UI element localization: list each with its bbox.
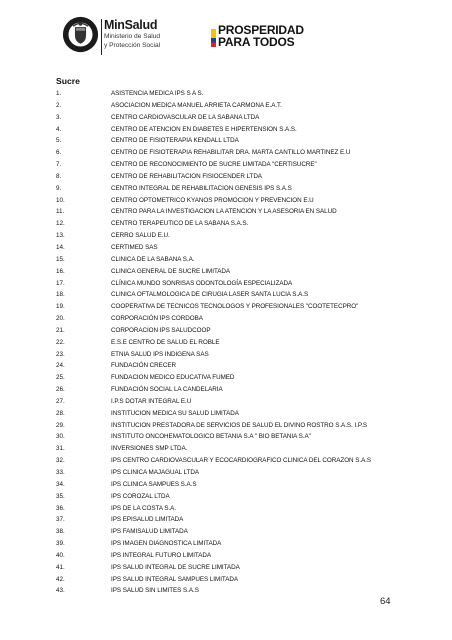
list-item-name: CLÍNICA MUNDO SONRISAS ODONTOLOGÍA ESPECIALIZADA (111, 279, 293, 287)
list-item-number: 35. (56, 492, 65, 500)
list-item (56, 313, 446, 325)
provider-list (56, 88, 446, 597)
list-item-number: 25. (56, 374, 65, 382)
list-item-number: 38. (56, 528, 65, 536)
list-item-number: 31. (56, 445, 65, 453)
list-item-number: 19. (56, 303, 65, 311)
list-item-name: IPS INTEGRAL FUTURO LIMITADA (111, 551, 212, 559)
ministry-name-line-1: Ministerio de Salud (104, 33, 161, 40)
list-item-name: ETNIA SALUD IPS INDIGENA SAS (111, 350, 209, 358)
list-item-number: 32. (56, 457, 65, 465)
list-item (56, 503, 446, 515)
list-item (56, 135, 446, 147)
list-item-name: IPS CENTRO CARDIOVASCULAR Y ECOCARDIOGRAFICO CLINICA DEL CORAZON S.A.S (111, 457, 372, 465)
list-item-number: 34. (56, 480, 65, 488)
prosperidad-logo (218, 25, 304, 48)
list-item (56, 242, 446, 254)
list-item-number: 30. (56, 433, 65, 441)
list-item-name: IPS SALUD SIN LIMITES S.A.S (111, 587, 199, 595)
ministry-logo (104, 19, 194, 49)
list-item-number: 14. (56, 243, 65, 251)
list-item-number: 28. (56, 409, 65, 417)
list-item (56, 562, 446, 574)
list-item-number: 13. (56, 232, 65, 240)
list-item-name: CLINICA OFTALMOLOGICA DE CIRUGIA LASER SANTA LUCIA S.A.S (111, 291, 309, 299)
list-item-number: 23. (56, 350, 65, 358)
list-item-name: IPS CLINICA MAJAGUAL LTDA (111, 469, 199, 476)
list-item-name: CENTRO DE RECONOCIMIENTO DE SUCRE LIMITADA "CERTISUCRE" (111, 161, 317, 169)
list-item (56, 396, 446, 408)
list-item-name: IPS EPISALUD LIMITADA (111, 516, 184, 524)
list-item-number: 1. (56, 90, 62, 97)
list-item (56, 443, 446, 455)
list-item (56, 431, 446, 443)
list-item-number: 26. (56, 386, 65, 394)
list-item-name: ASISTENCIA MEDICA IPS S A S. (111, 90, 204, 97)
list-item (56, 230, 446, 242)
list-item-name: CENTRO DE FISIOTERAPIA KENDALL LTDA (111, 137, 239, 145)
list-item-name: IPS COROZAL LTDA (111, 492, 170, 500)
list-item (56, 372, 446, 384)
list-item (56, 455, 446, 467)
list-item-number: 37. (56, 516, 65, 524)
list-item-name: IPS IMAGEN DIAGNOSTICA LIMITADA (111, 540, 222, 548)
list-item-name: E.S.E CENTRO DE SALUD EL ROBLE (111, 338, 220, 346)
list-item-name: FUNDACION MEDICO EDUCATIVA FUMED (111, 374, 235, 382)
list-item (56, 420, 446, 432)
list-item-name: INVERSIONES SMP LTDA. (111, 445, 188, 453)
list-item-name: IPS DE LA COSTA S.A. (111, 504, 177, 512)
list-item-name: CENTRO PARA LA INVESTIGACION LA ATENCION Y LA ASESORIA EN SALUD (111, 208, 337, 216)
list-item (56, 349, 446, 361)
list-item-name: COOPERATIVA DE TECNICOS TECNOLOGOS Y PROFESIONALES "COOTETECPRO" (111, 303, 359, 311)
list-item-number: 24. (56, 362, 65, 370)
list-item (56, 171, 446, 183)
list-item-name: FUNDACIÓN SOCIAL LA CANDELARIA (111, 386, 223, 394)
list-item-number: 15. (56, 255, 65, 263)
list-item (56, 195, 446, 207)
list-item-number: 21. (56, 326, 65, 334)
list-item-name: CORPORACIÓN IPS CORDOBA (111, 315, 203, 323)
list-item-number: 36. (56, 504, 65, 512)
list-item-name: CENTRO CARDIOVASCULAR DE LA SABANA LTDA (111, 113, 260, 121)
list-item-number: 10. (56, 196, 65, 204)
list-item (56, 574, 446, 586)
list-item (56, 337, 446, 349)
list-item (56, 360, 446, 372)
list-item-name: CENTRO DE REHABILITACION FISIOCENDER LTDA (111, 172, 262, 180)
region-heading: Sucre (56, 76, 80, 86)
list-item-name: ASOCIACION MEDICA MANUEL ARRIETA CARMONA E.A.T. (111, 101, 282, 109)
list-item-number: 29. (56, 421, 65, 429)
list-item-name: INSTITUCION PRESTADORA DE SERVICIOS DE SALUD EL DIVINO ROSTRO S.A.S. I.P.S (111, 421, 368, 429)
list-item-name: CENTRO INTEGRAL DE REHABILITACION GENESIS IPS S.A.S (111, 184, 292, 192)
list-item (56, 325, 446, 337)
list-item-number: 11. (56, 208, 65, 216)
list-item-number: 5. (56, 137, 62, 145)
list-item (56, 183, 446, 195)
list-item (56, 289, 446, 301)
list-item (56, 254, 446, 266)
page-number: 64 (380, 596, 391, 607)
list-item-number: 17. (56, 279, 65, 287)
list-item-number: 2. (56, 101, 62, 109)
list-item (56, 159, 446, 171)
list-item (56, 124, 446, 136)
list-item (56, 384, 446, 396)
list-item-number: 6. (56, 149, 62, 157)
list-item-name: IPS FAMISALUD LIMITADA (111, 528, 188, 536)
list-item-number: 12. (56, 220, 65, 228)
list-item-name: FUNDACIÓN CRECER (111, 362, 176, 370)
list-item (56, 479, 446, 491)
list-item (56, 538, 446, 550)
list-item-number: 8. (56, 172, 62, 180)
list-item (56, 526, 446, 538)
list-item-number: 27. (56, 397, 65, 405)
page-header (0, 0, 452, 70)
list-item-name: I.P.S DOTAR INTEGRAL E.U (111, 397, 192, 405)
colombia-flag-icon (211, 29, 216, 47)
list-item (56, 301, 446, 313)
list-item-name: CERTIMED SAS (111, 243, 158, 251)
list-item (56, 467, 446, 479)
ministry-name-line-2: y Protección Social (104, 41, 161, 49)
list-item (56, 278, 446, 290)
list-item-name: CORPORACION IPS SALUDCOOP (111, 326, 211, 334)
list-item (56, 266, 446, 278)
list-item-name: IPS CLINICA SAMPUES S.A.S (111, 480, 197, 488)
list-item-name: CENTRO TERAPEUTICO DE LA SABANA S.A.S. (111, 220, 249, 228)
list-item-name: IPS SALUD INTEGRAL DE SUCRE LIMITADA (111, 563, 240, 571)
list-item (56, 112, 446, 124)
list-item-name: IPS SALUD INTEGRAL SAMPUES LIMITADA (111, 575, 239, 583)
list-item-number: 33. (56, 469, 65, 476)
list-item-number: 42. (56, 575, 65, 583)
list-item-name: CENTRO DE ATENCION EN DIABETES E HIPERTENSION S.A.S. (111, 125, 297, 133)
list-item-name: CLINICA GENERAL DE SUCRE LIMITADA (111, 267, 231, 275)
list-item (56, 491, 446, 503)
list-item-number: 41. (56, 563, 65, 571)
ministry-brand: MinSalud (104, 18, 158, 32)
list-item-number: 9. (56, 184, 62, 192)
list-item-name: CENTRO OPTOMETRICO KYANOS PROMOCION Y PREVENCION E.U (111, 196, 314, 204)
list-item-number: 16. (56, 267, 65, 275)
list-item-name: CLINICA DE LA SABANA S.A. (111, 255, 195, 263)
list-item (56, 218, 446, 230)
logo-divider (101, 19, 102, 55)
list-item-name: CENTRO DE FISIOTERAPIA REHABILITAR DRA. MARTA CANTILLO MARTINEZ E.U (111, 149, 351, 157)
list-item (56, 206, 446, 218)
list-item-name: CERRO SALUD E.U. (111, 232, 170, 240)
list-item-number: 22. (56, 338, 65, 346)
list-item (56, 147, 446, 159)
list-item-number: 40. (56, 551, 65, 559)
slogan-line-1: PROSPERIDAD (218, 23, 304, 37)
list-item (56, 514, 446, 526)
list-item-number: 43. (56, 587, 65, 595)
list-item-number: 4. (56, 125, 62, 133)
coat-of-arms-seal-icon (62, 16, 99, 53)
list-item-number: 18. (56, 291, 65, 299)
list-item-number: 20. (56, 315, 65, 323)
list-item (56, 100, 446, 112)
list-item-name: INSTITUCION MEDICA SU SALUD LIMITADA (111, 409, 239, 417)
slogan-line-2: PARA TODOS (218, 34, 295, 49)
list-item-number: 7. (56, 161, 62, 169)
list-item-name: INSTITUTO ONCOHEMATOLOGICO BETANIA S.A " BIO BETANIA S.A" (111, 433, 311, 441)
list-item-number: 39. (56, 540, 65, 548)
list-item-number: 3. (56, 113, 62, 121)
list-item (56, 408, 446, 420)
list-item (56, 550, 446, 562)
list-item (56, 88, 446, 100)
